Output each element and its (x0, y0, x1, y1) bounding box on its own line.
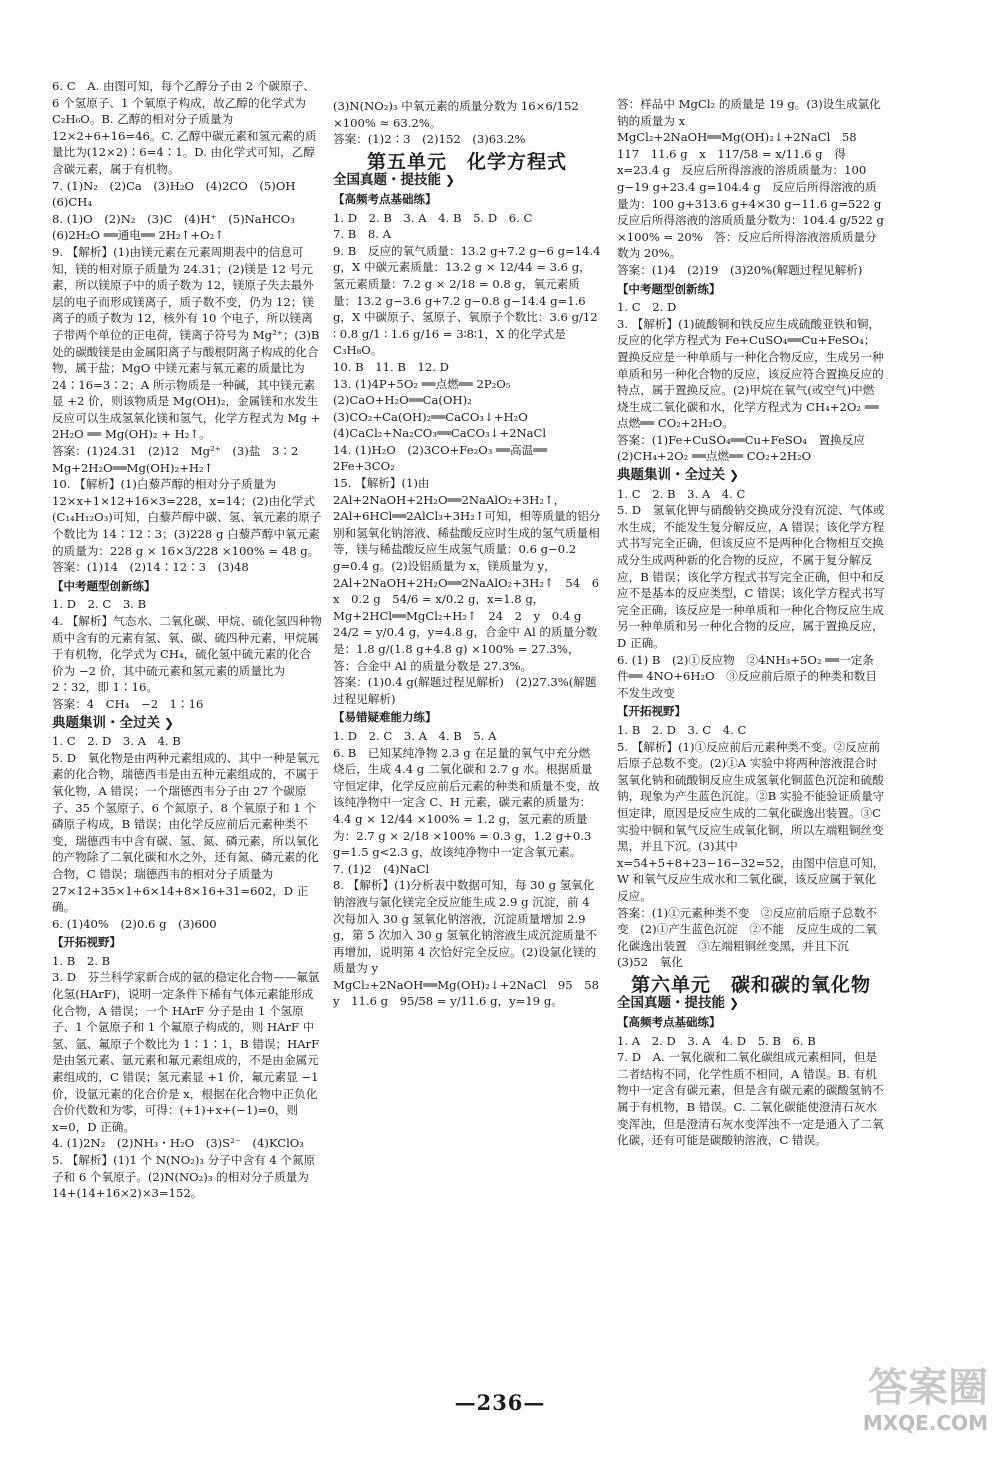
answer-paragraph: 7. (1)N₂ (2)Ca (3)H₂O (4)2CO (5)OH (6)CH₄ (52, 178, 308, 210)
subsection-tag: 【高频考点基础练】 (617, 1015, 721, 1030)
answer-paragraph: (3)N(NO₂)₃ 中氧元素的质量分数为 16×6/152 ×100% ≈ 63.2%。 (333, 99, 579, 130)
answer-paragraph: 答案：4 CH₄ −2 1∶16 (52, 696, 204, 711)
answer-paragraph: 答案：(1)24.31 (2)12 Mg²⁺ (3)盐 3∶2 Mg+2H₂O══Mg(OH)₂+H₂↑ (52, 444, 310, 475)
section-heading: 典题集训・全过关 ❯ (52, 714, 175, 731)
watermark-url: MXQE.COM (862, 1411, 988, 1435)
answer-paragraph: 5. D 氧化物是由两种元素组成的、其中一种是氧元素的化合物，瑞德西韦是由五种元素组成的，不属于氧化物，A 错误；一个瑞德西韦分子由 27 个碳原子、35 个氢原子、6 个氮原子、8 个氧原子和 1 个磷原子构成，B 错误；由化学反应前后元素种类不变，瑞德西韦中含有碳、氢、氮、磷元素，所以氧化的产物除了二氧化碳和水之外，还有氮、磷元素的化合物，C 错误；瑞德西韦的相对分子质量为 27×12+35×1+6×14+8×16+31=602，D 正确。 (52, 750, 320, 915)
answer-paragraph: 答案：(1)2∶3 (2)152 (3)63.2% (333, 132, 526, 147)
subsection-tag: 【开拓视野】 (617, 704, 686, 719)
unit-heading: 第六单元 碳和碳的氧化物 (630, 973, 871, 996)
chevron-right-icon: ❯ (729, 996, 740, 1011)
subsection-tag: 【中考题型创新练】 (52, 578, 156, 593)
unit-heading: 第五单元 化学方程式 (366, 150, 567, 173)
answer-paragraph: 答案：(1)①元素种类不变 ②反应前后原子总数不变 (2)①产生蓝色沉淀 ②不能 反应生成的二氧化碳逸出装置 ③左端粗铜丝变黑，并且下沉 (3)52 氧化 (617, 905, 877, 970)
subsection-tag: 【高频考点基础练】 (333, 191, 437, 206)
subsection-tag: 【中考题型创新练】 (617, 281, 721, 296)
answer-paragraph: 6. B 已知某纯净物 2.3 g 在足量的氧气中充分燃烧后，生成 4.4 g 二氧化碳和 2.7 g 水。根据质量守恒定律，化学反应前后元素的种类和质量不变，故该纯净物中一定含 C、H 元素，碳元素的质量为：4.4 g × 12/44 ×100% = 1.2 g，氢元素的质量为：2.7 g × 2/18 ×100% = 0.3 g，1.2 g+0.3 g=1.5 g<2.3 g，故该纯净物中一定含氧元素。 (333, 745, 600, 860)
answer-paragraph: 1. C 2. D (617, 300, 677, 315)
answer-paragraph: 6. (1)40% (2)0.6 g (3)600 (52, 916, 217, 931)
answer-paragraph: 1. C 2. B 3. A 4. C (617, 486, 746, 501)
answer-paragraph: 7. D A. 一氧化碳和二氧化碳组成元素相同，但是二者结构不同，化学性质不相同，A 错误。B. 有机物中一定含有碳元素，但是含有碳元素的碳酸氢钠不属于有机物，B 错误。C. 二氧化碳能使澄清石灰水变浑浊，但是澄清石灰水变浑浊不一定是通入了二氧化碳，还有可能是碳酸钠溶液，C 错误。 (617, 1050, 884, 1148)
answer-paragraph: 答案：(1)Fe+CuSO₄══Cu+FeSO₄ 置换反应 (2)CH₄+2O₂ ══点燃══ CO₂+2H₂O (617, 432, 877, 464)
answer-paragraph: 答：样品中 MgCl₂ 的质量是 19 g。(3)设生成氯化钠的质量为 x MgCl₂+2NaOH══Mg(OH)₂↓+2NaCl 58 117 11.6 g x 117/58 = x/11.6 g 得 x=23.4 g 反应后所得溶液的溶质质量为：100 g−19 g+23.4 g=104.4 g 反应后所得溶液的质量为：100 g+313.6 g+4×30 g−11.6 g=522 g 反应后所得溶液的溶质质量分数为：104.4 g/522 g ×100% = 20% 答：反应后所得溶液溶质质量分数为 20%。 (617, 97, 893, 261)
watermark-badge: 答案圈 (868, 1365, 988, 1411)
column-left (52, 78, 322, 1202)
subsection-tag: 【开拓视野】 (52, 935, 121, 950)
answer-paragraph: 5. 【解析】(1)1 个 N(NO₂)₃ 分子中含有 4 个氮原子和 6 个氧原子。(2)N(NO₂)₃ 的相对分子质量为 14+(14+16×2)×3=152。 (52, 1153, 316, 1201)
answer-paragraph: 8. (1)O (2)N₂ (3)C (4)H⁺ (5)NaHCO₃ (6)2H₂O ══通电══ 2H₂↑+O₂↑ (52, 211, 307, 243)
answer-paragraph: 10. 【解析】(1)白藜芦醇的相对分子质量为 12×x+1×12+16×3=228，x=14；(2)由化学式(C₁₄H₁₂O₃)可知，白藜芦醇中碳、氢、氧元素的原子个数比为 14∶12∶3；(3)228 g 白藜芦醇中氧元素的质量为：228 g × 16×3/228 ×100% = 48 g。 (52, 477, 322, 558)
answer-paragraph: 1. D 2. C 3. B (52, 597, 147, 612)
chevron-right-icon: ❯ (729, 468, 740, 483)
answer-paragraph: 5. D 氢氧化钾与硝酸钠交换成分没有沉淀、气体或水生成，不能发生复分解反应，A 错误；该化学方程式书写完全正确，但该反应不是两种化合物相互交换成分生成两种新的化合物的反应，不属于复分解反应，B 错误；该化学方程式书写完全正确，但中和反应不是基本的反应类型，C 错误；该化学方程式书写完全正确，该反应是一种单质和一种化合物反应生成另一种单质和另一种化合物的反应，属于置换反应，D 正确。 (617, 503, 885, 650)
answer-paragraph: 1. D 2. C 3. A 4. B 5. A (333, 728, 497, 743)
answer-paragraph: 7. (1)2 (4)NaCl (333, 861, 430, 876)
answer-paragraph: 9. B 反应的氧气质量：13.2 g+7.2 g−6 g=14.4 g，X 中碳元素质量：13.2 g × 12/44 = 3.6 g，氢元素质量：7.2 g × 2/18 = 0.8 g，氧元素质量：13.2 g−3.6 g+7.2 g−0.8 g−14.4 g=1.6 g，X 中碳原子、氢原子、氧原子个数比：3.6 g/12 ∶ 0.8 g/1 ∶ 1.6 g/16 = 3∶8∶1，X 的化学式是 C₃H₈O。 (333, 243, 601, 358)
section-heading: 全国真题・提技能 ❯ (333, 172, 456, 189)
answer-paragraph: 6. C A. 由图可知，每个乙醇分子由 2 个碳原子、6 个氢原子、1 个氧原子构成，故乙醇的化学式为 C₂H₆O。B. 乙醇的相对分子质量为 12×2+6+16=46。C. 乙醇中碳元素和氢元素的质量比为(12×2)∶6=4∶1。D. 由化学式可知，乙醇含碳元素，属于有机物。 (52, 79, 317, 176)
answer-paragraph: 7. B 8. A (333, 227, 391, 242)
answer-paragraph: 6. (1) B (2)①反应物 ②4NH₃+5O₂ ══一定条件══ 4NO+6H₂O ③反应前后原子的种类和数目不发生改变 (617, 652, 877, 700)
answer-paragraph: 3. 【解析】(1)硫酸铜和铁反应生成硫酸亚铁和铜，反应的化学方程式为 Fe+CuSO₄══Cu+FeSO₄；置换反应是一种单质与一种化合物反应，生成另一种单质和另一种化合物的反应，该反应符合置换反应的特点，属于置换反应。(2)甲烷在氧气(或空气)中燃烧生成二氧化碳和水，化学方程式为 CH₄+2O₂ ══点燃══ CO₂+2H₂O。 (617, 316, 884, 431)
watermark-logo (800, 1365, 988, 1461)
answer-paragraph: 答案：(1)14 (2)14∶12∶3 (3)48 (52, 560, 249, 575)
answer-paragraph: 1. C 2. D 3. A 4. B (52, 734, 181, 749)
answer-paragraph: 14. (1)H₂O (2)3CO+Fe₂O₃ ══高温══ 2Fe+3CO₂ (333, 442, 548, 474)
answer-paragraph: 1. B 2. B (52, 953, 111, 968)
answer-paragraph: 15. 【解析】(1)由 2Al+2NaOH+2H₂O══2NaAlO₂+3H₂↑，2Al+6HCl══2AlCl₃+3H₂↑可知，相等质量的铝分别和氢氧化钠溶液、稀盐酸反应时生成的氢气质量相等，镁与稀盐酸反应生成氢气质量：0.6 g−0.2 g=0.4 g。(2)设铝质量为 x，镁质量为 y，2Al+2NaOH+2H₂O══2NaAlO₂+3H₂↑ 54 6 x 0.2 g 54/6 = x/0.2 g，x=1.8 g，Mg+2HCl══MgCl₂+H₂↑ 24 2 y 0.4 g 24/2 = y/0.4 g，y=4.8 g，合金中 Al 的质量分数是：1.8 g/(1.8 g+4.8 g) ×100% = 27.3%，答：合金中 Al 的质量分数是 27.3%。 (333, 476, 611, 673)
answer-paragraph: 13. (1)4P+5O₂ ══点燃══ 2P₂O₅ (2)CaO+H₂O══Ca(OH)₂ (3)CO₂+Ca(OH)₂══CaCO₃↓+H₂O (4)CaCl₂+Na₂CO₃══CaCO₃↓+2NaCl (333, 376, 547, 441)
answer-paragraph: 1. A 2. D 3. A 4. D 5. B 6. B (617, 1033, 816, 1048)
answer-paragraph: 答案：(1)4 (2)19 (3)20%(解题过程见解析) (617, 262, 863, 277)
answer-paragraph: 9. 【解析】(1)由镁元素在元素周期表中的信息可知，镁的相对原子质量为 24.31；(2)镁是 12 号元素，所以镁原子中的质子数为 12，镁原子失去最外层的电子而形成镁离子，质子数不变，仍为 12；镁离子的质子数为 12，核外有 10 个电子，所以镁离子带两个单位的正电荷，镁离子符号为 Mg²⁺；(3)B 处的碳酸镁是由金属阳离子与酸根阴离子构成的化合物，属于盐；MgO 中镁元素与氧元素的质量比为 24∶16=3∶2；A 所示物质是一种碱，其中镁元素显 +2 价，则该物质是 Mg(OH)₂，金属镁和水发生反应可以生成氢氧化镁和氢气，化学方程式为 Mg + 2H₂O ══ Mg(OH)₂ + H₂↑。 (52, 244, 321, 442)
chevron-right-icon: ❯ (445, 173, 456, 188)
answer-paragraph: 3. D 芬兰科学家新合成的氩的稳定化合物——氟氩化氢(HArF)，说明一定条件下稀有气体元素能形成化合物，A 错误；一个 HArF 分子是由 1 个氢原子、1 个氩原子和 1 个氟原子构成的，则 HArF 中氢、氩、氟原子个数比为 1∶1∶1，B 错误；HArF 是由氢元素、氩元素和氟元素组成的，不是由金属元素组成的，C 错误；氢元素显 +1 价，氟元素显 −1 价，设氩元素的化合价是 x，根据在化合物中正负化合价代数和为零，可得：(+1)+x+(−1)=0，则 x=0，D 正确。 (52, 970, 320, 1134)
answer-paragraph: 8. 【解析】(1)分析表中数据可知，每 30 g 氢氧化钠溶液与氯化镁完全反应能生成 2.9 g 沉淀，前 4 次每加入 30 g 氢氧化钠溶液，沉淀质量增加 2.9 g，第 5 次加入 30 g 氢氧化钠溶液生成沉淀质量不再增加，说明第 4 次恰好完全反应。(2)设氯化镁的质量为 y MgCl₂+2NaOH══Mg(OH)₂↓+2NaCl 95 58 y 11.6 g 95/58 = y/11.6 g，y=19 g。 (333, 878, 611, 1009)
page-number: —236— (454, 1390, 546, 1415)
answer-paragraph: 答案：(1)0.4 g(解题过程见解析) (2)27.3%(解题过程见解析) (333, 675, 597, 706)
answer-paragraph: 10. B 11. B 12. D (333, 359, 449, 374)
answer-paragraph: 5. 【解析】(1)①反应前后元素种类不变。②反应前后原子总数不变。(2)①A 实验中将两种溶液混合时氢氧化钠和硫酸铜反应生成氢氧化铜蓝色沉淀和硫酸钠，现象为产生蓝色沉淀。②B 实验不能验证质量守恒定律，原因是反应生成的二氧化碳逸出装置。③C 实验中铜和氧气反应生成氧化铜，所以左端粗铜丝变黑，并且下沉。(3)其中 x=54+5+8+23−16−32=52，由图中信息可知，W 和氧气反应生成水和二氧化碳，该反应属于氧化反应。 (617, 739, 885, 903)
column-right (617, 96, 893, 1149)
chevron-right-icon: ❯ (164, 715, 175, 730)
section-heading: 典题集训・全过关 ❯ (617, 467, 740, 484)
answer-paragraph: 4. 【解析】气态水、二氧化碳、甲烷、硫化氢四种物质中含有的元素有氢、氧、碳、硫四种元素，甲烷属于有机物，化学式为 CH₄，硫化氢中硫元素的化合价为 −2 价，其中硫元素和氢元素的质量比为 2∶32，即 1∶16。 (52, 614, 322, 695)
answer-paragraph: 4. (1)2N₂ (2)NH₃・H₂O (3)S²⁻ (4)KClO₃ (52, 1136, 304, 1151)
section-heading: 全国真题・提技能 ❯ (617, 995, 740, 1012)
column-middle (333, 98, 611, 1010)
answer-paragraph: 1. D 2. B 3. A 4. B 5. D 6. C (333, 210, 533, 225)
subsection-tag: 【易错疑难能力练】 (333, 710, 437, 725)
answer-paragraph: 1. B 2. D 3. C 4. C (617, 722, 747, 737)
